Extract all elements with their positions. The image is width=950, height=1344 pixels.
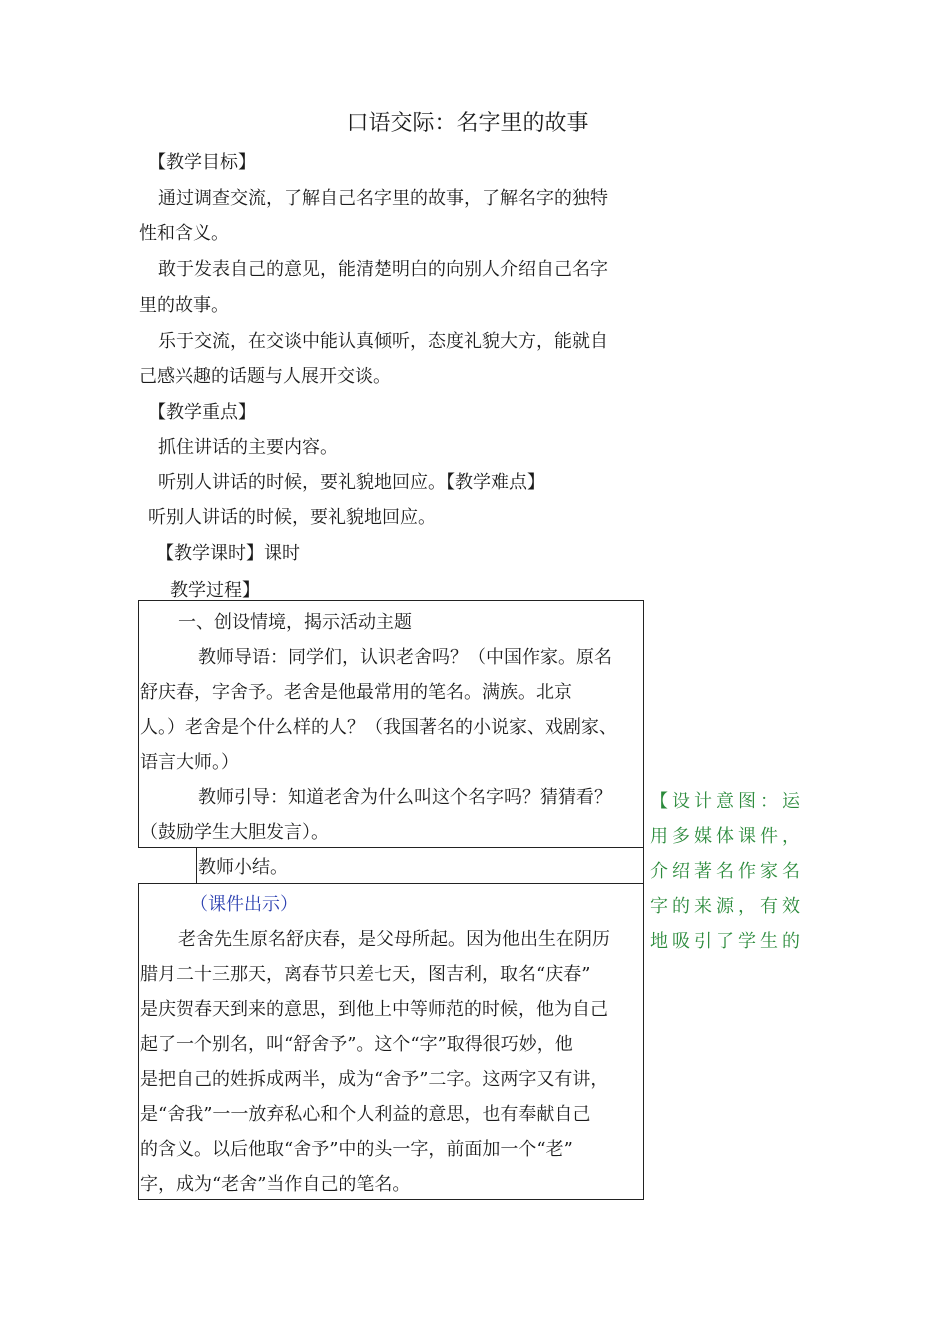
side-note-line-2: 用多媒体课件，: [650, 826, 804, 847]
side-note-line-4: 字的来源，有效: [650, 896, 804, 917]
goal-2-line1: 敢于发表自己的意见，能清楚明白的向别人介绍自己名字: [158, 259, 608, 280]
side-note-line-5: 地吸引了学生的: [650, 931, 804, 952]
story-line-4: 起了一个别名，叫“舒舍予”。这个“字”取得很巧妙，他: [140, 1034, 573, 1055]
key-heading: 【教学重点】: [148, 402, 256, 423]
lead-line-4: 语言大师。）: [140, 752, 239, 773]
difficult-point-1: 听别人讲话的时候，要礼貌地回应。: [148, 507, 436, 528]
goal-heading: 【教学目标】: [148, 152, 256, 173]
process-heading: 教学过程】: [170, 580, 260, 601]
key-point-1: 抓住讲话的主要内容。: [158, 437, 338, 458]
goal-1-line2: 性和含义。: [139, 223, 229, 244]
key-point-2: 听别人讲话的时候，要礼貌地回应。【教学难点】: [158, 472, 545, 493]
goal-3-line2: 己感兴趣的话题与人展开交谈。: [139, 366, 391, 387]
story-line-5: 是把自己的姓拆成两半，成为“舍予”二字。这两字又有讲，: [140, 1069, 609, 1090]
goal-1-line1: 通过调查交流，了解自己名字里的故事，了解名字的独特: [158, 188, 608, 209]
story-line-1: 老舍先生原名舒庆春，是父母所起。因为他出生在阴历: [178, 929, 610, 950]
lead-line-2: 舒庆春，字舍予。老舍是他最常用的笔名。满族。北京: [140, 682, 572, 703]
story-line-8: 字，成为“老舍”当作自己的笔名。: [140, 1174, 411, 1195]
section-1-title: 一、创设情境，揭示活动主题: [178, 612, 412, 633]
goal-2-line2: 里的故事。: [139, 295, 229, 316]
courseware-label: （课件出示）: [190, 894, 298, 915]
story-line-7: 的含义。以后他取“舍予”中的头一字，前面加一个“老”: [140, 1139, 573, 1160]
story-line-2: 腊月二十三那天，离春节只差七天，图吉利，取名“庆春”: [140, 964, 591, 985]
side-note-line-3: 介绍著名作家名: [650, 861, 804, 882]
page-title: 口语交际：名字里的故事: [346, 111, 589, 136]
summary-text: 教师小结。: [198, 857, 288, 878]
story-line-6: 是“舍我”一一放弃私心和个人利益的意思，也有奉献自己: [140, 1104, 591, 1125]
period-line: 【教学课时】课时: [156, 543, 300, 564]
guide-line-1: 教师引导：知道老舍为什么叫这个名字吗？猜猜看？: [198, 787, 612, 808]
side-note-line-1: 【设计意图：运: [650, 791, 804, 812]
lead-line-1: 教师导语：同学们，认识老舍吗？（中国作家。原名: [198, 647, 612, 668]
lead-line-3: 人。）老舍是个什么样的人？（我国著名的小说家、戏剧家、: [140, 717, 617, 738]
story-line-3: 是庆贺春天到来的意思，到他上中等师范的时候，他为自己: [140, 999, 608, 1020]
guide-line-2: （鼓励学生大胆发言）。: [140, 822, 329, 843]
goal-3-line1: 乐于交流，在交谈中能认真倾听，态度礼貌大方，能就自: [158, 331, 608, 352]
